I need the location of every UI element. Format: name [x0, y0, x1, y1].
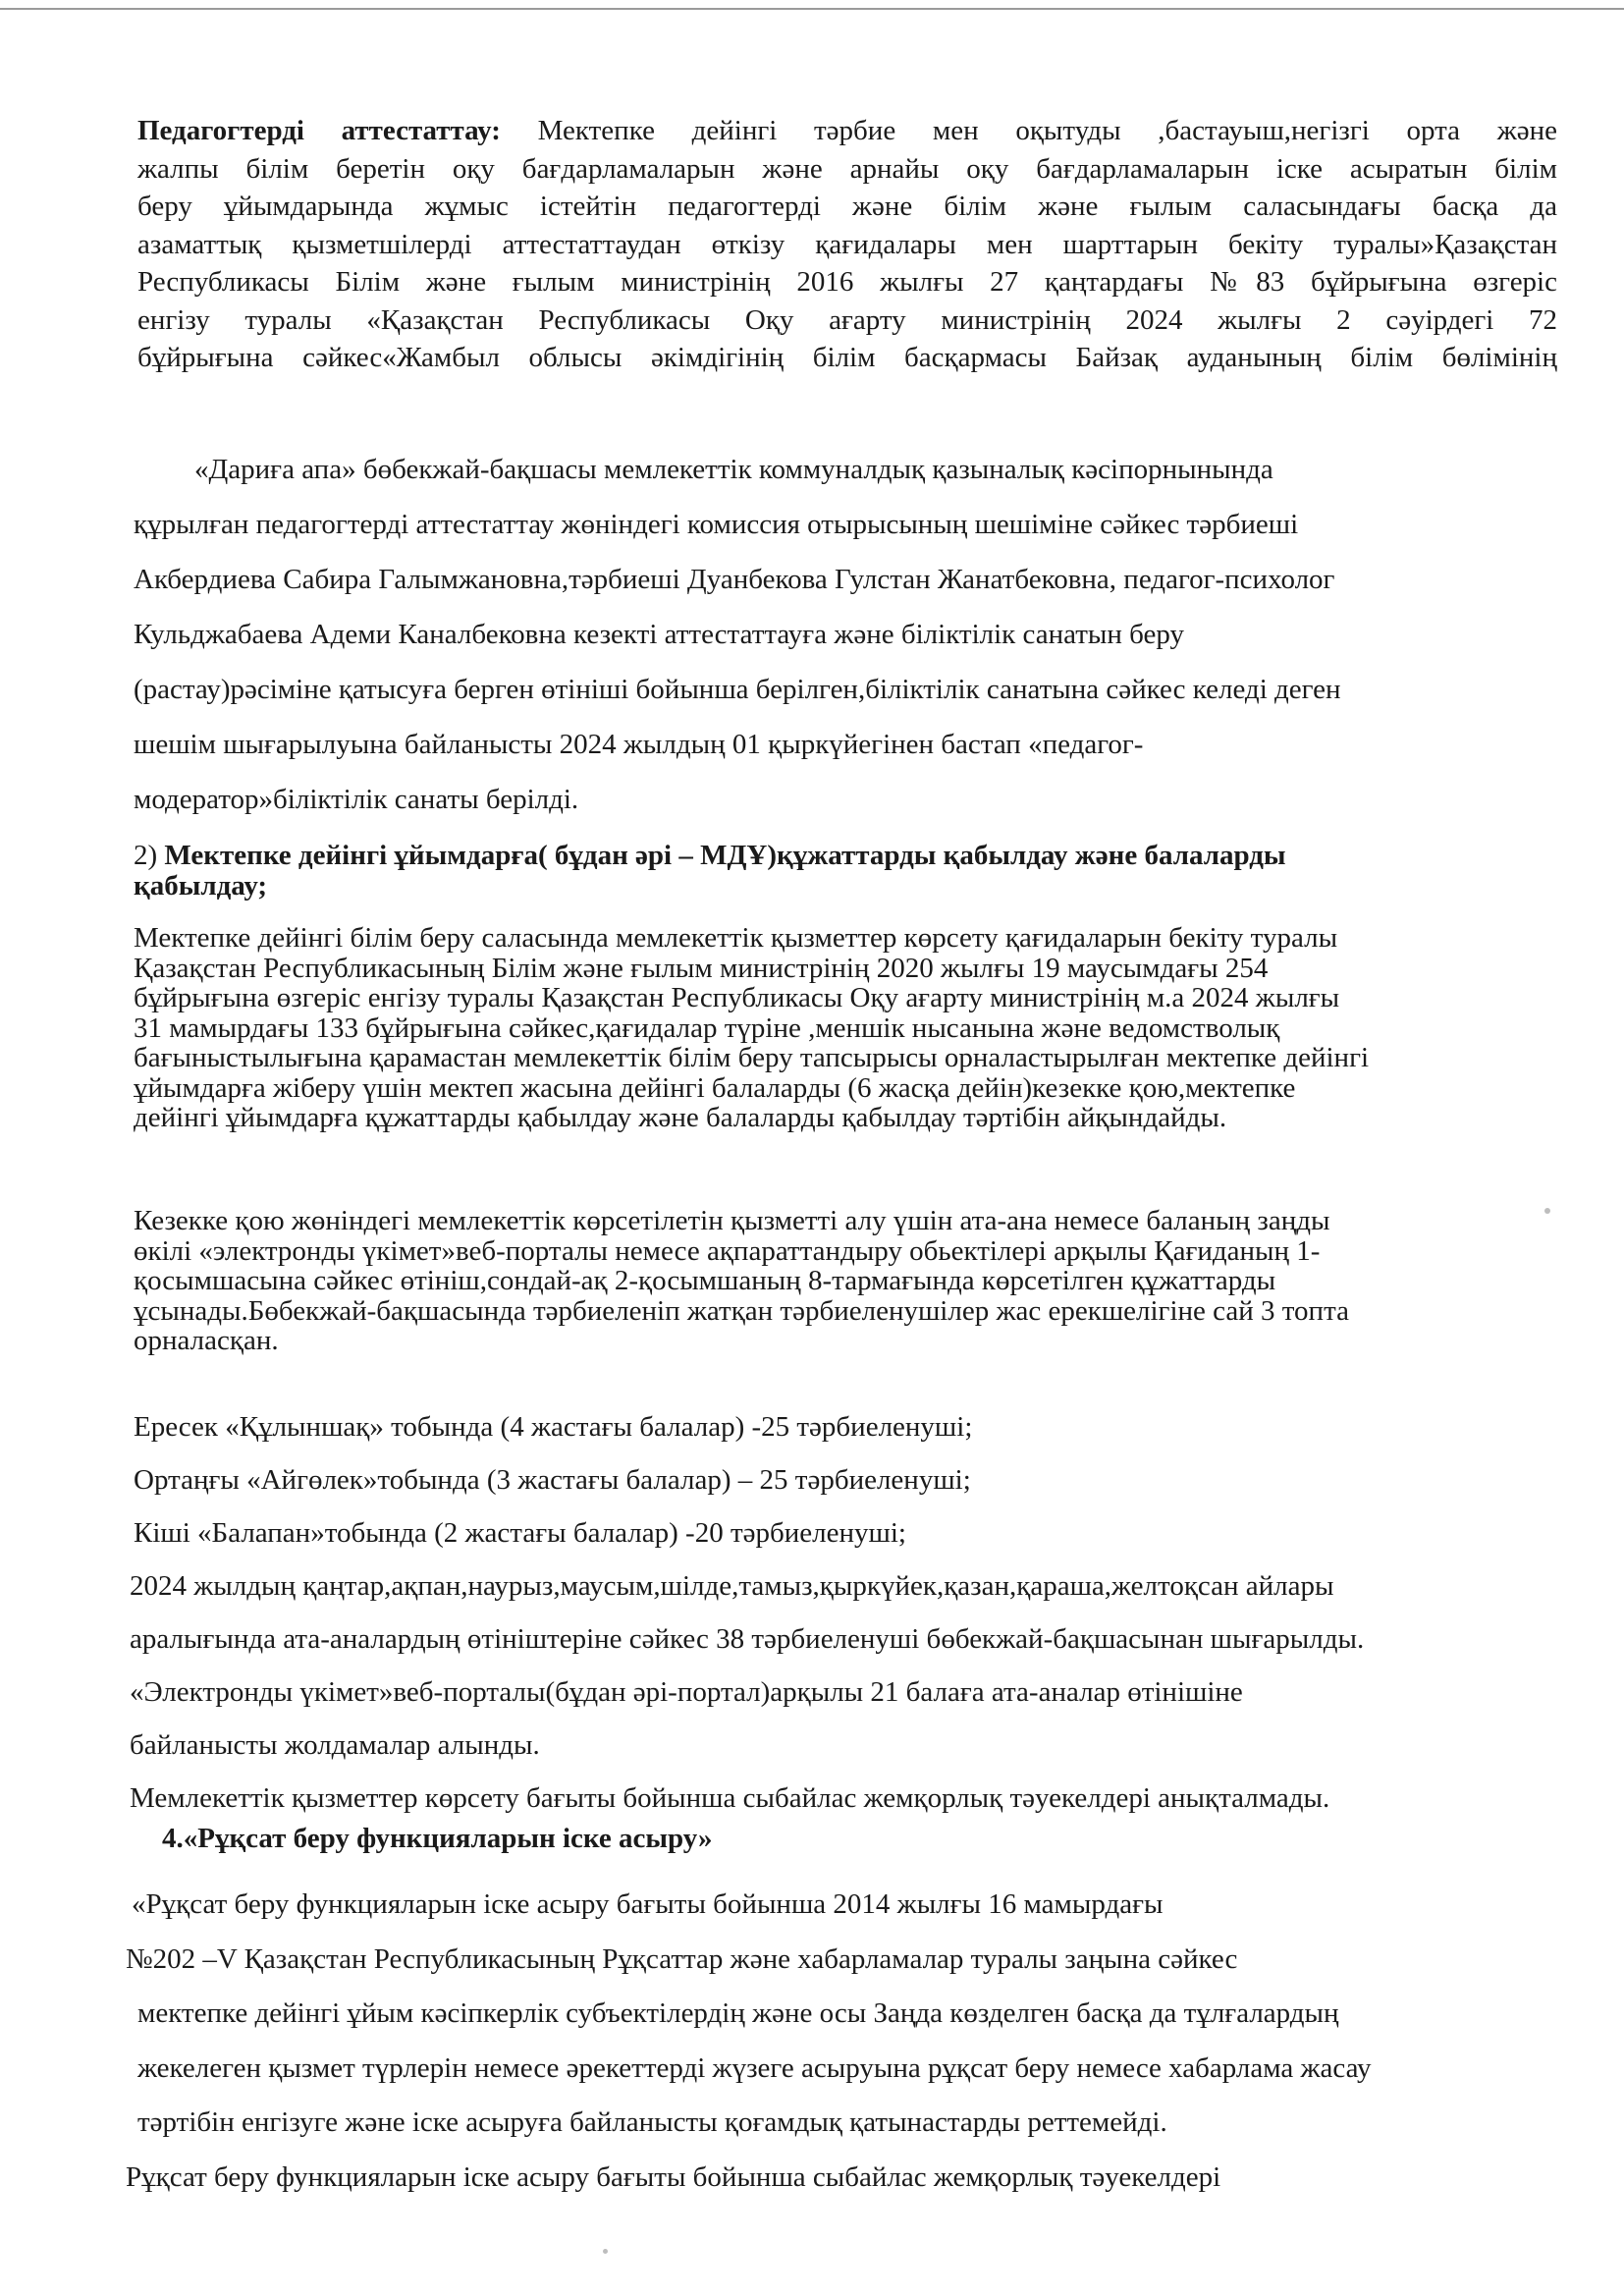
departures-paragraph	[130, 1559, 1557, 1825]
commission-paragraph	[134, 442, 1557, 827]
section-heading-text: қабылдау;	[134, 870, 268, 902]
rules-paragraph	[134, 923, 1557, 1133]
section-4-heading: 4.«Рұқсат беру функцияларын іске асыру»	[162, 1823, 713, 1854]
group-item: Ересек «Құлыншақ» тобында (4 жастағы балалар) -25 тәрбиеленуші;	[134, 1411, 973, 1443]
text-line: байланысты жолдамалар алынды.	[130, 1729, 540, 1761]
text-line: азаматтық қызметшілерді аттестаттаудан өткізу қағидалары мен шарттарын бекіту туралы»Қазақстан	[137, 228, 1557, 260]
text-line: 2024 жылдың қаңтар,ақпан,наурыз,маусым,шілде,тамыз,қыркүйек,қазан,қараша,желтоқсан айлары	[130, 1570, 1334, 1602]
text-line: қосымшасына сәйкес өтініш,сондай-ақ 2-қосымшаның 8-тармағында көрсетілген құжаттарды	[134, 1265, 1276, 1296]
section-2-heading	[134, 841, 1557, 902]
permits-paragraph	[126, 1878, 1557, 2205]
text-line: бұйрығына сәйкес«Жамбыл облысы әкімдігінің білім басқармасы Байзақ ауданының білім бөлімінің	[137, 342, 1557, 373]
text-line: «Рұқсат беру функцияларын іске асыру бағыты бойынша 2014 жылғы 16 мамырдағы	[132, 1888, 1164, 1920]
text-line: шешім шығарылуына байланысты 2024 жылдың 01 қыркүйегінен бастап «педагог-	[134, 729, 1144, 760]
text-line: «Электронды үкімет»веб-порталы(бұдан әрі-портал)арқылы 21 балаға ата-аналар өтінішіне	[130, 1676, 1243, 1708]
text-line: енгізу туралы «Қазақстан Республикасы Оқу ағарту министрінің 2024 жылғы 2 сәуірдегі 72	[137, 303, 1557, 336]
text-line: Республикасы Білім және ғылым министрінің 2016 жылғы 27 қаңтардағы №83 бұйрығына өзгеріс	[137, 266, 1557, 298]
text-line: (растау)рәсіміне қатысуға берген өтініші бойынша берілген,біліктілік санатына сәйкес келеді деген	[134, 674, 1341, 705]
queue-paragraph	[134, 1206, 1557, 1356]
text-line: ұйымдарға жіберу үшін мектеп жасына дейінгі балаларды (6 жасқа дейін)кезекке қою,мектепке	[134, 1071, 1296, 1104]
text-line: жалпы білім беретін оқу бағдарламаларын және арнайы оқу бағдарламаларын іске асыратын білім	[137, 152, 1557, 185]
text-line: аралығында ата-аналардың өтініштеріне сәйкес 38 тәрбиеленуші бөбекжай-бақшасынан шығарылды.	[130, 1623, 1365, 1655]
text-line: модератор»біліктілік санаты берілді.	[134, 784, 579, 815]
group-item: Кіші «Балапан»тобында (2 жастағы балалар) -20 тәрбиеленуші;	[134, 1517, 906, 1549]
attestation-paragraph	[137, 112, 1557, 377]
text-line: 31 мамырдағы 133 бұйрығына сәйкес,қағидалар түріне ,меншік нысанына және ведомстволық	[134, 1011, 1280, 1044]
text-line: Рұқсат беру функцияларын іске асыру бағыты бойынша сыбайлас жемқорлық тәуекелдері	[126, 2160, 1221, 2193]
text-line: Кезекке қою жөніндегі мемлекеттік көрсетілетін қызметті алу үшін ата-ана немесе баланың заңды	[134, 1205, 1330, 1236]
text-line: жекелеген қызмет түрлерін немесе әрекеттерді жүзеге асыруына рұқсат беру немесе хабарлама жасау	[137, 2051, 1372, 2084]
text-line: орналасқан.	[134, 1325, 279, 1356]
scan-speck	[1544, 1208, 1550, 1214]
groups-list	[134, 1400, 1557, 1559]
text-line: бұйрығына өзгеріс енгізу туралы Қазақстан Республикасы Оқу ағарту министрінің м.а 2024 жылғы	[134, 982, 1340, 1013]
text-line: беру ұйымдарында жұмыс істейтін педагогтерді және білім және ғылым саласындағы басқа да	[137, 191, 1557, 222]
text-line: Акбердиева Сабира Галымжановна,тәрбиеші Дуанбекова Гулстан Жанатбековна, педагог-психолог	[134, 564, 1335, 595]
text-line: өкілі «электронды үкімет»веб-порталы немесе ақпараттандыру обьектілері арқылы Қағиданың 1-	[134, 1234, 1321, 1267]
text-line: бағыныстылығына қарамастан мемлекеттік білім беру тапсырысы орналастырылған мектепке дейінгі	[134, 1042, 1370, 1073]
attestation-title: Педагогтерді аттестаттау:	[137, 115, 501, 146]
group-item: Ортаңғы «Айгөлек»тобында (3 жастағы балалар) – 25 тәрбиеленуші;	[134, 1464, 971, 1496]
section-number: 2)	[134, 840, 158, 871]
text-line: «Дариға апа» бөбекжай-бақшасы мемлекеттік коммуналдық қазыналық кәсіпорнынында	[194, 454, 1273, 485]
text-line: дейінгі ұйымдарға құжаттарды қабылдау және балаларды қабылдау тәртібін айқындайды.	[134, 1102, 1227, 1133]
text-line: тәртібін енгізуге және іске асыруға байланысты қоғамдық қатынастарды реттемейді.	[137, 2106, 1167, 2138]
text-line: ұсынады.Бөбекжай-бақшасында тәрбиеленіп жатқан тәрбиеленушілер жас ерекшелігіне сай 3 топта	[134, 1294, 1349, 1327]
text-line: мектепке дейінгі ұйым кәсіпкерлік субъектілердің және осы Заңда көзделген басқа да тұлғалардың	[137, 1997, 1339, 2029]
text-line: Кульджабаева Адеми Каналбековна кезекті аттестаттауға және біліктілік санатын беру	[134, 619, 1185, 650]
text-line: құрылған педагогтерді аттестаттау жөніндегі комиссия отырысының шешіміне сәйкес тәрбиеші	[134, 509, 1299, 540]
text-line: Мектепке дейінгі білім беру саласында мемлекеттік қызметтер көрсету қағидаларын бекіту туралы	[134, 922, 1338, 954]
text-line: №202 –V Қазақстан Республикасының Рұқсаттар және хабарламалар туралы заңына сәйкес	[126, 1942, 1238, 1975]
scan-speck	[603, 2249, 608, 2254]
attestation-first-line: Педагогтерді аттестаттау: Мектепке дейінгі тәрбие мен оқытуды ,бастауыш,негізгі орта және	[137, 115, 1557, 146]
section-heading-text: Мектепке дейінгі ұйымдарға( бұдан әрі – МДҰ)құжаттарды қабылдау және балаларды	[164, 840, 1286, 871]
text-line: Мемлекеттік қызметтер көрсету бағыты бойынша сыбайлас жемқорлық тәуекелдері анықталмады.	[130, 1782, 1330, 1814]
text-line: Қазақстан Республикасының Білім және ғылым министрінің 2020 жылғы 19 маусымдағы 254	[134, 952, 1269, 984]
